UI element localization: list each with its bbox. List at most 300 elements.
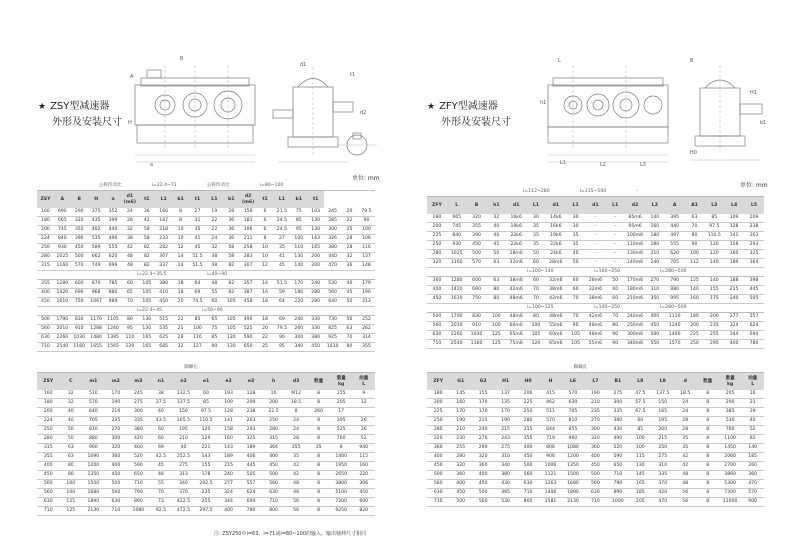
table-cell: 1160 — [71, 343, 88, 352]
table-cell: 200 — [427, 223, 447, 232]
table-cell: 60 — [150, 426, 173, 435]
table-cell: 137 — [358, 253, 375, 262]
table-cell: 35 — [526, 223, 546, 232]
table-cell: 1110 — [665, 313, 685, 322]
table-cell: 90 — [566, 322, 586, 331]
ratio-band-row — [427, 304, 764, 313]
table-cell: 79.5 — [273, 325, 290, 334]
table-cell: 1790 — [447, 313, 467, 322]
table-cell: 710 — [427, 498, 449, 507]
table-cell: 95 — [290, 226, 307, 235]
column-header — [674, 373, 696, 391]
table-cell: 112 — [685, 259, 705, 268]
table-row — [427, 435, 764, 444]
table-cell: 56 — [674, 498, 696, 507]
table-cell: 20 — [172, 298, 189, 307]
column-header-text: m1 — [89, 378, 98, 384]
table-cell: 45 — [150, 462, 173, 471]
table-cell: 165 — [307, 244, 324, 253]
table-cell: 5300 — [719, 480, 741, 489]
table-cell: 570 — [467, 259, 487, 268]
group-label-text: i=315~500 — [579, 189, 607, 195]
column-header-text: L1 — [612, 202, 619, 208]
table-row — [427, 408, 764, 417]
table-cell: 30 — [566, 223, 586, 232]
table-cell: 218 — [155, 226, 172, 235]
table-row — [37, 235, 375, 244]
column-header-text: 重量 — [336, 376, 346, 382]
table-cell: 165.5 — [172, 417, 195, 426]
table-cell: 360 — [472, 462, 494, 471]
table-cell: 320 — [584, 435, 606, 444]
table-cell: 6 — [257, 217, 274, 226]
table-cell: 175 — [704, 295, 724, 304]
table-cell: 290 — [472, 444, 494, 453]
table-cell: 8 — [172, 208, 189, 217]
table-cell: 82 — [741, 435, 764, 444]
table-cell: 360 — [584, 444, 606, 453]
table-cell: 360 — [741, 471, 764, 480]
table-cell: 10 — [257, 244, 274, 253]
table-cell: 470 — [741, 480, 764, 489]
table-cell: 63 — [486, 259, 506, 268]
column-header — [217, 373, 240, 391]
table-cell: 535 — [88, 235, 105, 244]
zsy-title-line2: 外形及安装尺寸 — [52, 117, 122, 128]
table-cell: 275 — [607, 390, 629, 399]
table-cell: 28 — [285, 435, 308, 444]
table-cell: 355 — [517, 435, 539, 444]
table-cell: 500 — [37, 316, 54, 325]
table-cell: - — [605, 259, 625, 268]
table-cell: 73 — [150, 498, 173, 507]
table-cell: 8 — [696, 444, 718, 453]
table-cell: - — [586, 214, 606, 223]
table-cell: 385 — [719, 408, 741, 417]
table-cell: 293 — [744, 241, 764, 250]
table-cell: 390 — [71, 235, 88, 244]
table-cell: 2060 — [719, 453, 741, 462]
table-cell: 260 — [307, 408, 330, 417]
table-cell: 240 — [724, 295, 744, 304]
table-cell: 206 — [517, 390, 539, 399]
table-cell: 116 — [189, 334, 206, 343]
table-cell: 48 — [150, 471, 173, 480]
table-cell: 160 — [449, 399, 471, 408]
table-cell: 130 — [307, 226, 324, 235]
table-cell: 400 — [427, 286, 447, 295]
zsy-title — [38, 99, 122, 131]
table-cell: 730 — [324, 316, 341, 325]
table-cell: 283 — [240, 253, 257, 262]
table-row — [37, 507, 375, 516]
column-header-text: 数量 — [314, 378, 324, 384]
table-cell: 450 — [584, 462, 606, 471]
table-cell: 160 — [37, 208, 54, 217]
dimension-label: A — [130, 74, 134, 80]
table-cell: 719 — [539, 435, 561, 444]
table-cell: 30 — [566, 214, 586, 223]
table-cell: 496 — [105, 235, 122, 244]
table-cell: 560 — [517, 471, 539, 480]
column-header-text: d2 — [244, 194, 252, 200]
table-cell: 280 — [307, 298, 324, 307]
table-cell: 749 — [88, 262, 105, 271]
table-row — [427, 340, 764, 349]
table-cell: 32 — [121, 226, 138, 235]
column-header — [223, 191, 240, 209]
table-cell: 10 — [172, 235, 189, 244]
table-cell: 155 — [704, 286, 724, 295]
column-header — [307, 373, 330, 391]
table-cell: 3860 — [719, 471, 741, 480]
table-cell: 570 — [71, 262, 88, 271]
table-cell: 40 — [60, 408, 83, 417]
table-cell: 189 — [240, 444, 263, 453]
column-header — [566, 197, 586, 215]
table-cell: 890 — [127, 498, 150, 507]
table-cell: 355 — [285, 444, 308, 453]
table-cell: 355 — [71, 226, 88, 235]
table-cell: 45 — [341, 289, 358, 298]
table-cell: 1350 — [82, 471, 105, 480]
table-row — [427, 286, 764, 295]
group-label-text: - — [636, 189, 638, 195]
column-header-text: ZFY — [433, 378, 444, 384]
table-cell: 435 — [88, 217, 105, 226]
table-cell: 530 — [719, 417, 741, 426]
table-cell: 56 — [341, 316, 358, 325]
table-cell: 400 — [724, 340, 744, 349]
column-header-text: 油量 — [359, 376, 369, 382]
table-cell: 7200 — [330, 498, 353, 507]
column-header-text: ZSY — [40, 196, 51, 202]
dimension-label: H0 — [690, 150, 697, 156]
table-cell: 129 — [195, 435, 218, 444]
table-header-row — [37, 373, 375, 391]
table-cell: 82 — [223, 262, 240, 271]
table-cell: 95 — [273, 343, 290, 352]
table-cell: 2130 — [82, 507, 105, 516]
table-cell: 48 — [674, 480, 696, 489]
table-cell: 825 — [324, 325, 341, 334]
table-cell: 42 — [674, 462, 696, 471]
ratio-band-label — [427, 304, 764, 313]
group-label-text: 公称传动比 — [206, 183, 230, 189]
table-cell: 710 — [427, 340, 447, 349]
group-label-row — [37, 182, 375, 191]
table-cell: 355 — [358, 343, 375, 352]
table-row — [37, 298, 375, 307]
column-header-text: d1 — [552, 202, 560, 208]
table-cell: 250 — [427, 417, 449, 426]
table-cell: 258 — [240, 244, 257, 253]
table-cell: 40 — [486, 223, 506, 232]
column-header-text: b1 — [227, 196, 235, 202]
column-header-text: 重量 — [725, 376, 735, 382]
table-cell: 930 — [54, 244, 71, 253]
table-cell: 90 — [273, 334, 290, 343]
ratio-range-text: i=100~125 — [527, 305, 554, 311]
table-cell: 100 — [629, 435, 651, 444]
table-cell: 1480 — [88, 334, 105, 343]
table-row — [37, 489, 375, 498]
table-cell: 40 — [341, 280, 358, 289]
table-cell: 252 — [358, 316, 375, 325]
ratio-range-text: i=50~90 — [202, 308, 223, 314]
table-cell: 100 — [486, 313, 506, 322]
column-header — [172, 191, 189, 209]
table-cell: 125 — [685, 277, 705, 286]
table-cell: 158 — [240, 208, 257, 217]
table-cell: 60 — [121, 280, 138, 289]
table-cell: 450 — [427, 295, 447, 304]
dimension-label: b1 — [760, 120, 767, 126]
table-cell: 1067 — [88, 298, 105, 307]
table-cell: 22k6 — [506, 232, 526, 241]
table-cell: - — [605, 214, 625, 223]
table-cell: 8 — [696, 390, 718, 399]
table-cell: 2650 — [330, 471, 353, 480]
table-cell: 399 — [105, 217, 122, 226]
table-cell: 275 — [172, 462, 195, 471]
table-cell: 650 — [607, 462, 629, 471]
table-cell: 630 — [427, 331, 447, 340]
table-cell: 624 — [744, 322, 764, 331]
table-row — [37, 444, 375, 453]
table-cell: 63 — [486, 277, 506, 286]
group-label-text: i=80~100 — [259, 183, 284, 189]
table-cell: 320 — [105, 444, 128, 453]
column-header-text: B — [77, 196, 81, 202]
table-cell: 100 — [189, 325, 206, 334]
table-cell: 16k6 — [546, 223, 566, 232]
ratio-band-label — [37, 307, 375, 316]
table-cell: 8 — [307, 480, 330, 489]
dimension-label: B — [180, 56, 184, 62]
table-cell: 8 — [696, 498, 718, 507]
table-cell: 130 — [307, 217, 324, 226]
table-cell: - — [605, 232, 625, 241]
table-row — [427, 498, 764, 507]
table-cell: 57.5 — [629, 399, 651, 408]
table-cell: 8 — [307, 390, 330, 399]
table-cell: 570 — [562, 390, 584, 399]
table-row — [427, 489, 764, 498]
table-cell: 36 — [341, 262, 358, 271]
table-cell: 370 — [652, 480, 674, 489]
table-cell: 128 — [217, 408, 240, 417]
table-cell: 22 — [341, 217, 358, 226]
table-cell: 200 — [427, 399, 449, 408]
table-cell: 56 — [285, 507, 308, 516]
table-cell: 100 — [685, 250, 705, 259]
table-cell: 48 — [285, 480, 308, 489]
table-cell: 24.5 — [273, 217, 290, 226]
column-header-text: b1 — [295, 196, 303, 202]
table-cell: 51.5 — [189, 253, 206, 262]
column-header-text: L6 — [569, 378, 576, 384]
table-cell: 100 — [486, 322, 506, 331]
table-cell: 1200 — [562, 453, 584, 462]
column-header — [546, 197, 566, 215]
column-header-text: a — [111, 196, 115, 202]
table-cell: 63 — [341, 325, 358, 334]
table-cell: 100m6 — [625, 232, 645, 241]
table-cell: 400 — [449, 480, 471, 489]
table-cell: 355 — [37, 280, 54, 289]
table-cell: 82 — [138, 253, 155, 262]
table-cell: - — [586, 259, 606, 268]
group-label-text: 公称传动比 — [98, 183, 122, 189]
table-cell: 105 — [138, 280, 155, 289]
table-cell: 8 — [307, 453, 330, 462]
table-cell: 710 — [127, 480, 150, 489]
table-cell: 2260 — [447, 331, 467, 340]
table-cell: 8 — [307, 489, 330, 498]
column-header — [584, 373, 606, 391]
table-cell: 185 — [629, 489, 651, 498]
table-cell: 170 — [472, 408, 494, 417]
table-cell: 28m6 — [506, 250, 526, 259]
table-cell: 11000 — [719, 498, 741, 507]
column-header — [696, 373, 718, 391]
table-cell: 100 — [60, 489, 83, 498]
table-cell: 14 — [172, 262, 189, 271]
table-cell: 806 — [539, 444, 561, 453]
table-cell: 665 — [54, 217, 71, 226]
table-cell: 100 — [60, 480, 83, 489]
table-cell: 32m6 — [546, 277, 566, 286]
table-cell: 190 — [358, 289, 375, 298]
table-cell: 630 — [262, 489, 285, 498]
table-cell: 38m6 — [586, 295, 606, 304]
table-cell: 238 — [744, 223, 764, 232]
table-cell: 472.5 — [172, 507, 195, 516]
table-cell: 6 — [257, 208, 274, 217]
table-cell: 165 — [138, 334, 155, 343]
table-cell: 630 — [105, 498, 128, 507]
table-cell: 213 — [358, 298, 375, 307]
table-cell: 1950 — [330, 462, 353, 471]
ratio-band-label — [427, 268, 764, 277]
table-cell: 790 — [665, 277, 685, 286]
column-header — [472, 373, 494, 391]
table-cell: 22k6 — [506, 241, 526, 250]
table-cell: 41 — [273, 253, 290, 262]
table-cell: 110 — [121, 334, 138, 343]
table-cell: 8 — [696, 426, 718, 435]
table-cell: 170 — [449, 408, 471, 417]
table-cell: 450 — [449, 489, 471, 498]
zfy-title — [427, 99, 511, 131]
table-cell: 710 — [584, 498, 606, 507]
ratio-range-text: i=140~250 — [593, 305, 621, 311]
table-cell: 1790 — [54, 316, 71, 325]
table-cell: 95 — [121, 325, 138, 334]
table-cell: 644 — [539, 426, 561, 435]
table-cell: 40 — [60, 417, 83, 426]
table-cell: 8 — [307, 507, 330, 516]
table-cell: 760 — [330, 435, 353, 444]
table-cell: 130 — [290, 253, 307, 262]
table-cell: 24.5 — [273, 226, 290, 235]
table-cell: 190 — [105, 399, 128, 408]
dimension-label: L1 — [560, 160, 566, 166]
table-cell: 210 — [584, 399, 606, 408]
column-header-text: G1 — [457, 378, 465, 384]
table-cell: 170 — [290, 280, 307, 289]
column-header — [54, 191, 71, 209]
column-header-text: d1 — [592, 202, 599, 208]
table-cell: 160 — [217, 435, 240, 444]
table-cell: 132.5 — [172, 390, 195, 399]
table-cell: 1105 — [105, 316, 122, 325]
table-cell: 180 — [427, 390, 449, 399]
table-cell: 630 — [37, 498, 60, 507]
table-cell: 36 — [223, 235, 240, 244]
table-header-row — [427, 373, 764, 391]
table-cell: 128 — [240, 390, 263, 399]
table-cell: 16 — [257, 289, 274, 298]
table-cell: 19k6 — [546, 232, 566, 241]
table-cell: 69 — [273, 316, 290, 325]
table-cell: 380 — [307, 334, 324, 343]
table-cell: 320 — [427, 259, 447, 268]
table-cell: 110.5 — [704, 232, 724, 241]
table-cell: 8 — [307, 462, 330, 471]
table-cell: 110m6 — [625, 241, 645, 250]
table-cell: 45 — [273, 262, 290, 271]
table-cell: 340 — [290, 343, 307, 352]
table-cell: 450 — [105, 471, 128, 480]
table-cell: 245 — [324, 208, 341, 217]
table-cell: 92.5 — [150, 507, 173, 516]
table-cell: 36 — [223, 217, 240, 226]
table-row — [427, 417, 764, 426]
table-cell: 420 — [127, 435, 150, 444]
column-header-text: b1 — [177, 196, 184, 202]
column-header — [605, 197, 625, 215]
table-cell: 280 — [37, 435, 60, 444]
table-cell: 790 — [607, 480, 629, 489]
table-cell: 785 — [105, 280, 122, 289]
table-cell: 640 — [324, 298, 341, 307]
table-cell: 103 — [307, 208, 324, 217]
table-cell: 40 — [172, 444, 195, 453]
table-cell: 24 — [674, 408, 696, 417]
table-cell: 250 — [517, 408, 539, 417]
column-header — [82, 373, 105, 391]
table-cell: 360 — [427, 444, 449, 453]
table-cell: 500 — [71, 253, 88, 262]
table-cell: 179 — [358, 280, 375, 289]
table-cell: 106 — [358, 235, 375, 244]
column-header — [105, 191, 122, 209]
table-cell: 470 — [652, 498, 674, 507]
table-cell: 535 — [155, 325, 172, 334]
table-cell: 560 — [37, 325, 54, 334]
table-cell: 1280 — [447, 277, 467, 286]
table-cell: 555 — [665, 241, 685, 250]
table-cell: 275 — [494, 444, 516, 453]
table-cell: 50 — [60, 426, 83, 435]
table-cell: 19 — [206, 208, 223, 217]
table-row — [37, 417, 375, 426]
table-cell: 210 — [449, 426, 471, 435]
column-header — [206, 191, 223, 209]
table-cell: 450 — [307, 343, 324, 352]
